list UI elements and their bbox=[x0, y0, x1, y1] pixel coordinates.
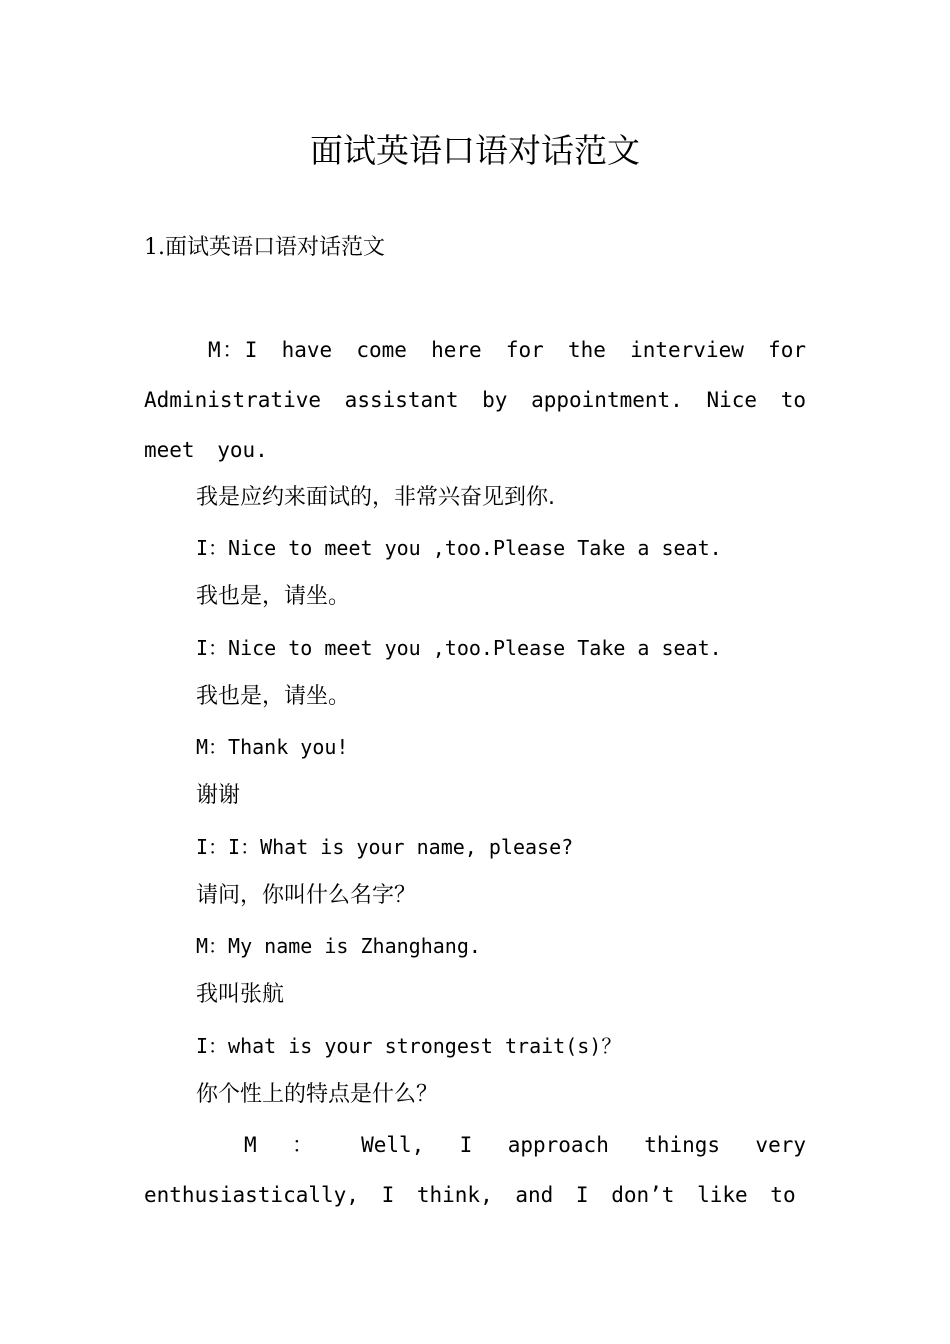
dialogue-line: I：what is your strongest trait(s)？ bbox=[196, 1034, 622, 1058]
closing-paragraph: M ： Well, I approach things very enthusiastically, I think, and I don’t like to bbox=[144, 1133, 806, 1207]
dialogue-line: 我也是，请坐。 bbox=[196, 584, 351, 609]
dialogue-line: 请问，你叫什么名字？ bbox=[196, 883, 417, 908]
dialogue-line: I：Nice to meet you ,too.Please Take a seat. bbox=[196, 636, 722, 660]
section-heading: 1.面试英语口语对话范文 bbox=[144, 235, 385, 260]
dialogue-line: M：Thank you! bbox=[196, 735, 349, 759]
dialogue-line: 我叫张航 bbox=[196, 982, 285, 1007]
document-title: 面试英语口语对话范文 bbox=[310, 131, 640, 170]
dialogue-line: 我也是，请坐。 bbox=[196, 684, 351, 709]
dialogue-line: I：Nice to meet you ,too.Please Take a seat. bbox=[196, 536, 722, 560]
dialogue-line: 我是应约来面试的，非常兴奋见到你. bbox=[196, 485, 555, 510]
opening-paragraph: M：I have come here for the interview for Administrative assistant by appointment. Nice to meet you. bbox=[144, 338, 806, 462]
dialogue-line: 你个性上的特点是什么？ bbox=[196, 1082, 439, 1107]
dialogue-line: 谢谢 bbox=[196, 783, 241, 808]
dialogue-line: I：I：What is your name, please? bbox=[196, 835, 574, 859]
dialogue-line: M：My name is Zhanghang. bbox=[196, 934, 481, 958]
